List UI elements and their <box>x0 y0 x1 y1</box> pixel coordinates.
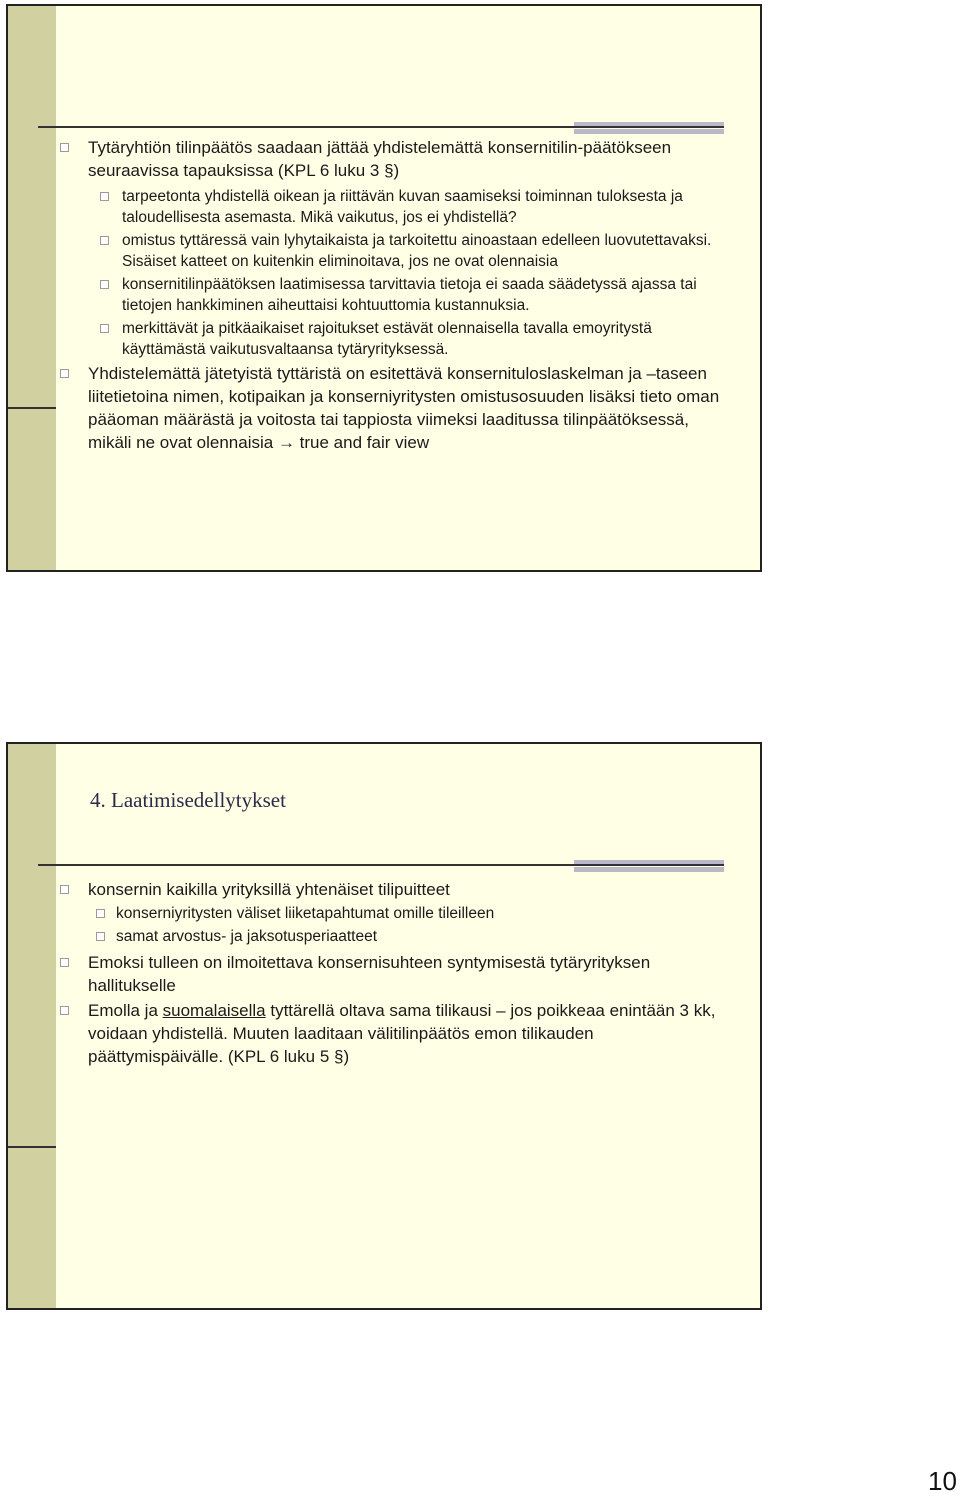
square-bullet-icon <box>60 958 69 967</box>
sub-bullet-item: konserniyritysten väliset liiketapahtumat omille tileilleen <box>60 903 720 924</box>
square-bullet-icon <box>96 909 105 918</box>
square-bullet-icon <box>100 324 109 333</box>
bullet-item: Yhdistelemättä jätetyistä tyttäristä on esitettävä konsernituloslaskelman ja –taseen liitetietoina nimen, kotipaikan ja konserniyritysten omistusosuuden lisäksi tieto oman pääoman määrästä ja voitosta tai tappiosta viimeksi laaditussa tilinpäätöksessä, mikäli ne ovat olennaisia → true and fair view <box>60 362 720 454</box>
slide-side-bar <box>8 744 56 1308</box>
slide-side-bar <box>8 6 56 570</box>
header-rule <box>38 864 724 866</box>
slide-title: 4. Laatimisedellytykset <box>90 788 286 812</box>
bullet-item: konsernin kaikilla yrityksillä yhtenäiset tilipuitteet <box>60 878 720 901</box>
square-bullet-icon <box>100 192 109 201</box>
square-bullet-icon <box>60 1006 69 1015</box>
square-bullet-icon <box>96 932 105 941</box>
side-bar-marker <box>8 1146 56 1148</box>
slide-1 <box>6 4 762 572</box>
square-bullet-icon <box>60 143 69 152</box>
underlined-text: suomalaisella <box>162 1001 266 1020</box>
sub-bullet-item: samat arvostus- ja jaksotusperiaatteet <box>60 926 720 947</box>
sub-bullet-item: tarpeetonta yhdistellä oikean ja riittävän kuvan saamiseksi toiminnan tuloksesta ja taloudellisesta asemasta. Mikä vaikutus, jos ei yhdistellä? <box>60 186 720 228</box>
side-bar-marker <box>8 407 56 409</box>
page-number: 10 <box>928 1466 957 1496</box>
accent-bar <box>574 867 724 872</box>
square-bullet-icon <box>60 885 69 894</box>
square-bullet-icon <box>100 236 109 245</box>
square-bullet-icon <box>60 369 69 378</box>
bullet-item: Emoksi tulleen on ilmoitettava konsernisuhteen syntymisestä tytäryrityksen hallitukselle <box>60 951 720 997</box>
sub-bullet-item: merkittävät ja pitkäaikaiset rajoitukset estävät olennaisella tavalla emoyritystä käyttämästä vaikutusvaltaansa tytäryrityksessä. <box>60 318 720 360</box>
sub-bullet-item: omistus tyttäressä vain lyhytaikaista ja tarkoitettu ainoastaan edelleen luovutettavaksi. Sisäiset katteet on kuitenkin eliminoitava, jos ne ovat olennaisia <box>60 230 720 272</box>
accent-bar <box>574 129 724 134</box>
sub-bullet-item: konsernitilinpäätöksen laatimisessa tarvittavia tietoja ei saada säädetyssä ajassa tai tietojen hankkiminen aiheuttaisi kohtuuttomia kustannuksia. <box>60 274 720 316</box>
slide-1-content <box>60 136 720 456</box>
bullet-item: Emolla ja suomalaisella tyttärellä oltava sama tilikausi – jos poikkeaa enintään 3 kk, voidaan yhdistellä. Muuten laaditaan välitilinpäätös emon tilikauden päättymispäivälle. (KPL 6 luku 5 §) <box>60 999 720 1068</box>
slide-2-content <box>60 878 720 1070</box>
header-rule <box>38 126 724 128</box>
bullet-item: Tytäryhtiön tilinpäätös saadaan jättää yhdistelemättä konsernitilin-päätökseen seuraavissa tapauksissa (KPL 6 luku 3 §) <box>60 136 720 182</box>
slide-2 <box>6 742 762 1310</box>
square-bullet-icon <box>100 280 109 289</box>
